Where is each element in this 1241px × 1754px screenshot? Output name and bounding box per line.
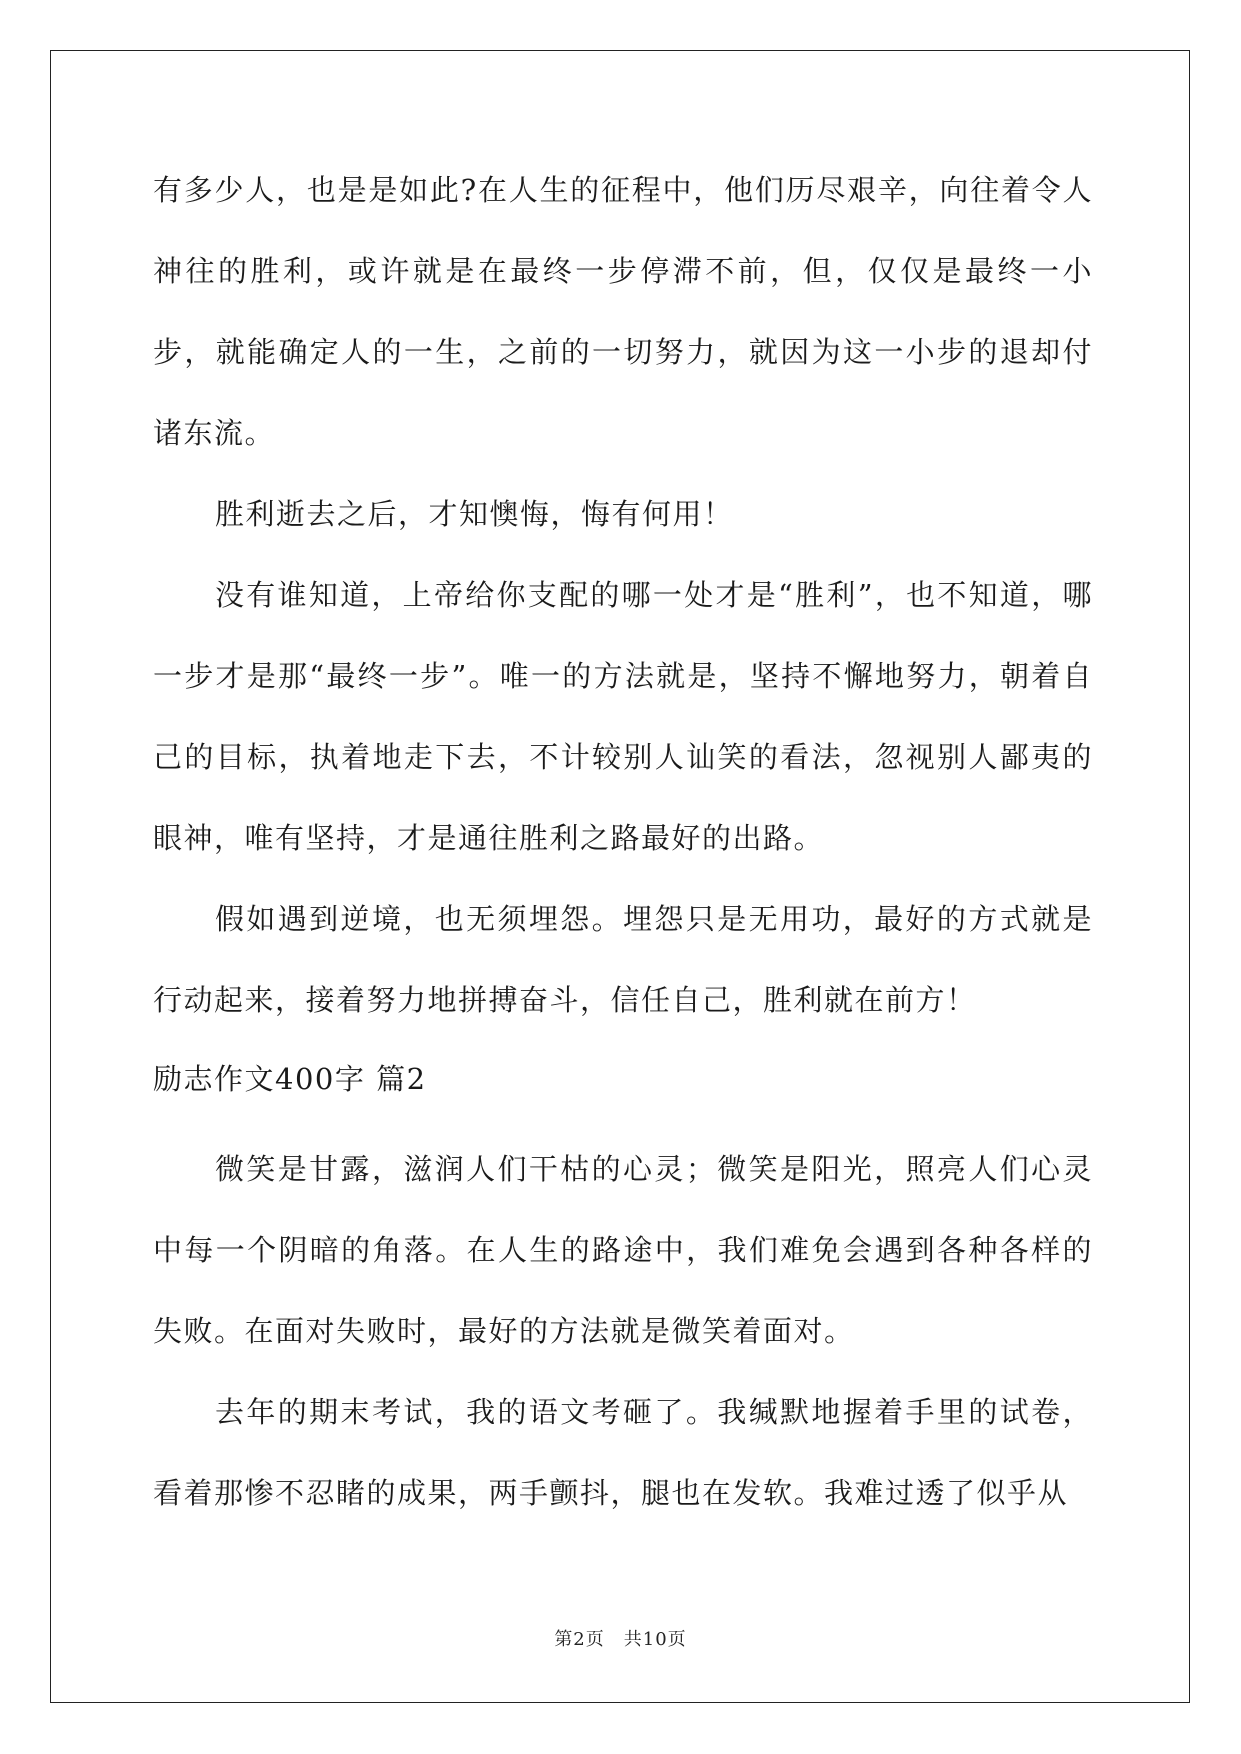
- paragraph-1: 有多少人，也是是如此?在人生的征程中，他们历尽艰辛，向往着令人神往的胜利，或许就是在最终一步停滞不前，但，仅仅是最终一小步，就能确定人的一生，之前的一切努力，就因为这一小步的退却付诸东流。: [153, 173, 1093, 450]
- paragraph-5: 微笑是甘露，滋润人们干枯的心灵；微笑是阳光，照亮人们心灵中每一个阴暗的角落。在人生的路途中，我们难免会遇到各种各样的失败。在面对失败时，最好的方法就是微笑着面对。: [153, 1152, 1093, 1348]
- paragraph-2: 胜利逝去之后，才知懊悔，悔有何用！: [215, 497, 734, 531]
- paragraph-4: 假如遇到逆境，也无须埋怨。埋怨只是无用功，最好的方式就是行动起来，接着努力地拼搏奋斗，信任自己，胜利就在前方！: [153, 902, 1093, 1017]
- section-heading: 励志作文400字 篇2: [153, 1062, 427, 1096]
- page-footer: 第2页 共10页: [554, 1629, 687, 1650]
- paragraph-6: 去年的期末考试，我的语文考砸了。我缄默地握着手里的试卷，看着那惨不忍睹的成果，两手颤抖，腿也在发软。我难过透了似乎从: [153, 1395, 1093, 1510]
- paragraph-3: 没有谁知道，上帝给你支配的哪一处才是“胜利”，也不知道，哪一步才是那“最终一步”。唯一的方法就是，坚持不懈地努力，朝着自己的目标，执着地走下去，不计较别人讪笑的看法，忽视别人鄙夷的眼神，唯有坚持，才是通往胜利之路最好的出路。: [153, 578, 1093, 855]
- document-body: [153, 150, 1093, 1534]
